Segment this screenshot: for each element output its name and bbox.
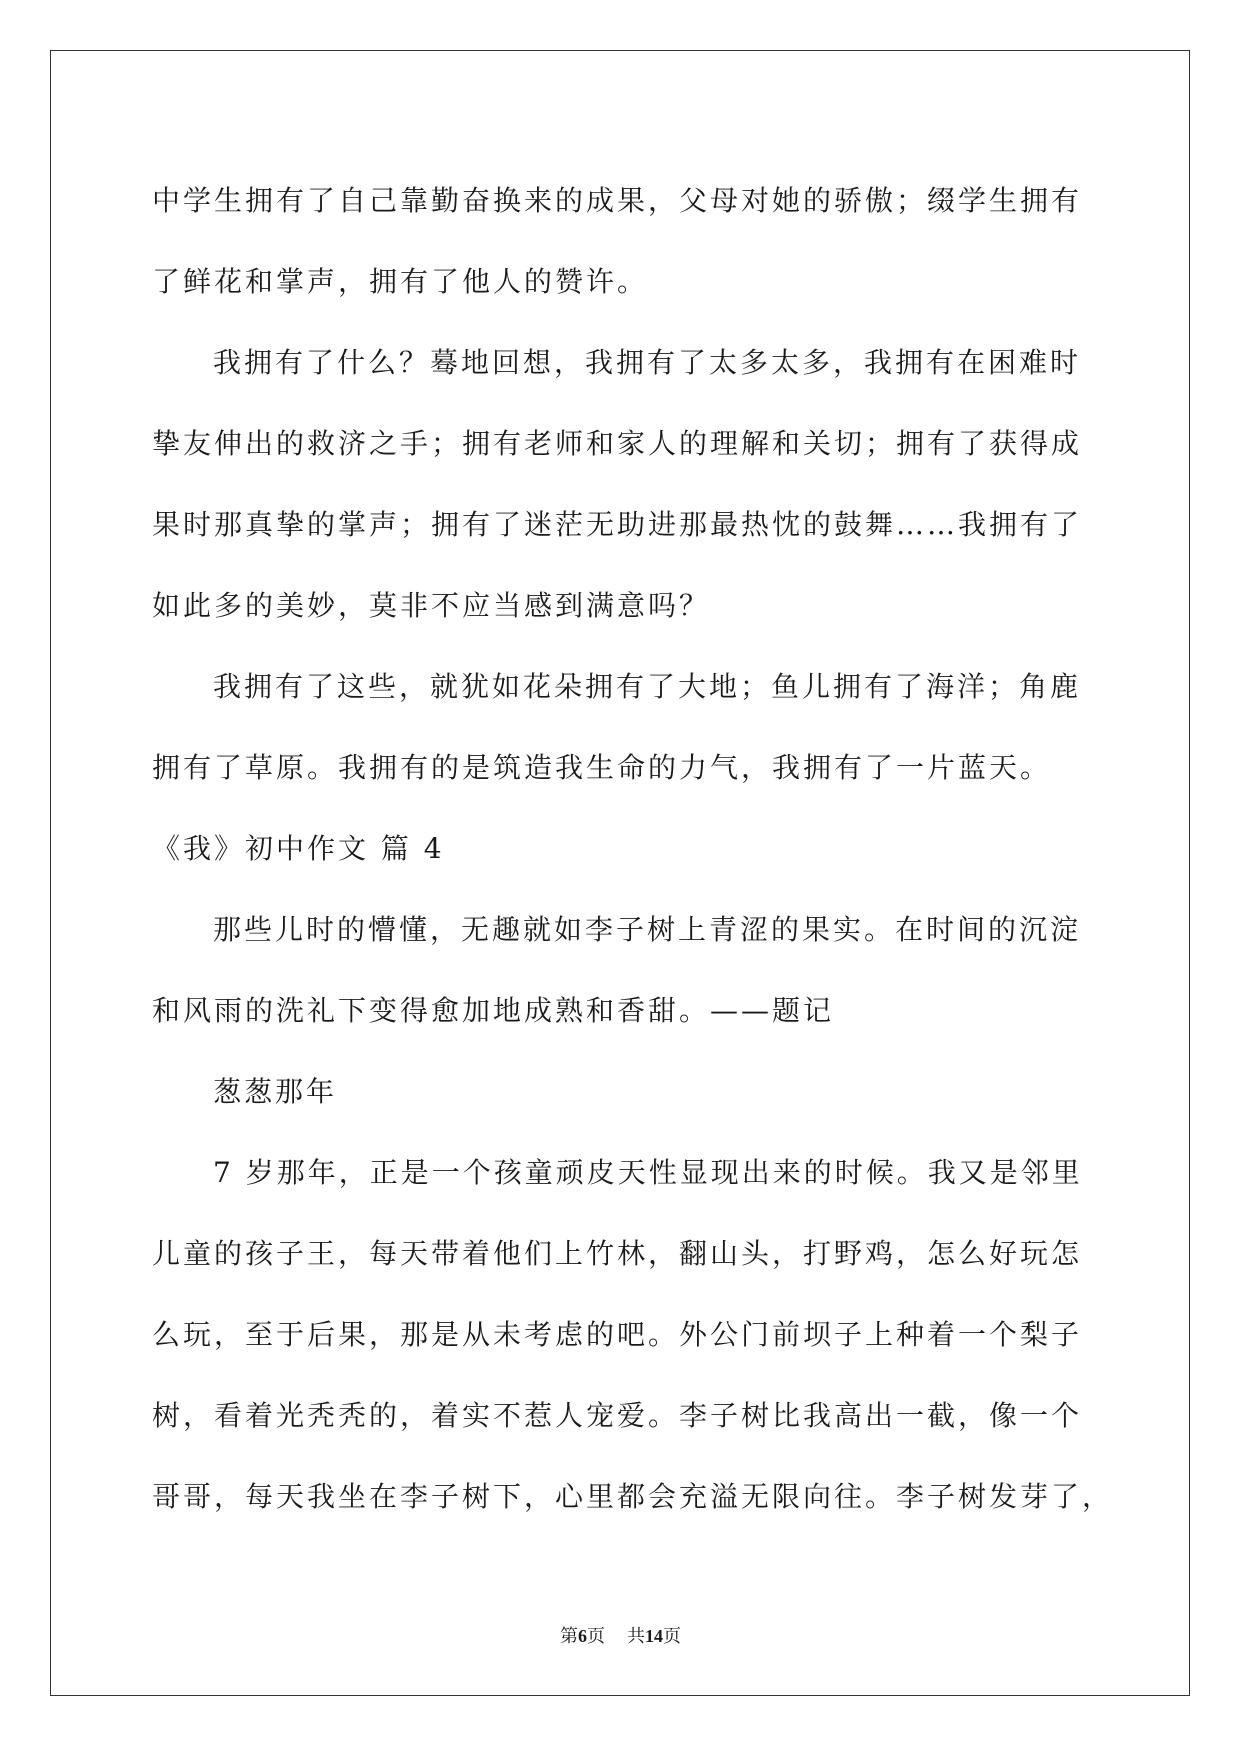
text-line: 哥哥，每天我坐在李子树下，心里都会充溢无限向往。李子树发芽了，	[152, 1480, 1114, 1513]
text-line: 么玩，至于后果，那是从未考虑的吧。外公门前坝子上种着一个梨子	[152, 1318, 1083, 1351]
text-line: 和风雨的洗礼下变得愈加地成熟和香甜。——题记	[152, 994, 835, 1027]
text-line: 树，看着光秃秃的，着实不惹人宠爱。李子树比我高出一截，像一个	[152, 1399, 1083, 1432]
page-number: 6	[578, 1626, 587, 1646]
paragraph-start-line: 我拥有了这些，就犹如花朵拥有了大地；鱼儿拥有了海洋；角鹿	[213, 670, 1082, 703]
text-line: 中学生拥有了自己靠勤奋换来的成果，父母对她的骄傲；缀学生拥有	[152, 184, 1083, 217]
text-line: 挚友伸出的救济之手；拥有老师和家人的理解和关切；拥有了获得成	[152, 427, 1083, 460]
page-footer	[0, 1624, 1241, 1649]
text-line: 了鲜花和掌声，拥有了他人的赞许。	[152, 265, 649, 298]
total-suffix: 页	[663, 1626, 681, 1647]
total-pages: 14	[645, 1626, 663, 1646]
text-line: 如此多的美妙，莫非不应当感到满意吗？	[152, 589, 711, 622]
paragraph-start-line: 7 岁那年，正是一个孩童顽皮天性显现出来的时候。我又是邻里	[213, 1156, 1083, 1189]
section-heading: 《我》初中作文 篇 4	[152, 832, 445, 865]
page-suffix: 页	[587, 1626, 605, 1647]
document-body	[152, 160, 1114, 1537]
text-line: 拥有了草原。我拥有的是筑造我生命的力气，我拥有了一片蓝天。	[152, 751, 1052, 784]
total-prefix: 共	[627, 1626, 645, 1647]
page-prefix: 第	[560, 1626, 578, 1647]
paragraph-start-line: 那些儿时的懵懂，无趣就如李子树上青涩的果实。在时间的沉淀	[213, 913, 1082, 946]
subtitle-line: 葱葱那年	[213, 1075, 338, 1108]
text-line: 果时那真挚的掌声；拥有了迷茫无助进那最热忱的鼓舞……我拥有了	[152, 508, 1083, 541]
text-line: 儿童的孩子王，每天带着他们上竹林，翻山头，打野鸡，怎么好玩怎	[152, 1237, 1083, 1270]
paragraph-start-line: 我拥有了什么？蓦地回想，我拥有了太多太多，我拥有在困难时	[213, 346, 1082, 379]
